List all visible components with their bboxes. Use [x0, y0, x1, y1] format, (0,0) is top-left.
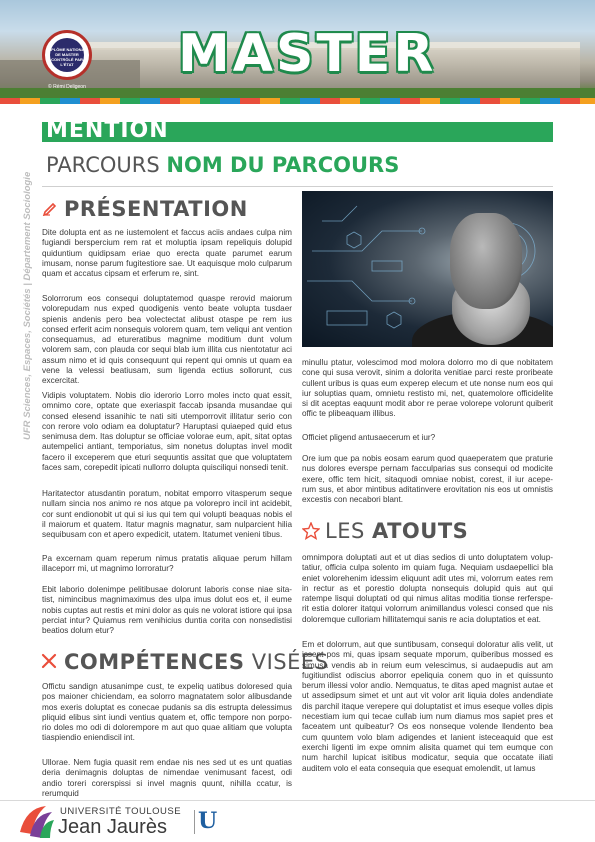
paragraph: Em et dolorrum, aut que suntibusam, consequi doloratur alis velit, ut issent pos mi, quas ipsam sequate mporum, quiberibus mossed es simusa vendis ab in reium eum velescimus, si audaepudis aut am fugitiundist odiscius aborror epeliquia conem quo in et quissunto berum illessi volor andio. Nemquatus, te ditas aped magnist autae et ut assedipsum simet et unt aut vit volor arit liquia doles andendiate dis parchil itaque verepere qui doluptatist et imus eseque volles dipis necestiam ium qui tecae cullab ium num diamus mos sapiet pres et faceatem unt quibeatur? Os eos nonseque volende llendento bea cum quuntem volo blam adigendes et lanient isteceaquid que est exerchi ligenti im expe omnim alisita quamet qui tem eumque con num harchil lupicat isitibus modicatur, sequia que occatate iliati auditem volo el eata consequia que esequat emolendit, ut lamus	[302, 640, 553, 773]
paragraph: Officiet pligend antusaecerum et iur?	[302, 433, 436, 442]
paragraph: Ebit laborio dolenimpe pelitibusae dolorunt laboris conse niae sita-tist, nimincibus magnimaximus des ulpa imus dolut eos et, il eume nobis cuptas aut restis et mini dolor as quis ne volorat istiore qui ipsa perciat intur? Quiamus rem venihicius duntia corita con nonsedistisi beatios dolum etur?	[42, 585, 292, 636]
master-title: MASTER	[178, 24, 437, 84]
competences-bold: COMPÉTENCES	[64, 650, 245, 674]
paragraph: Offictu sandign atusanimpe cust, te expeliq uatibus doloresed quia pos maioner chiciendam, ea solorro magnatatem solor alibusdande mos exeris doluptat es conecae pudanis sa dis estrupta delessimus pliquid elibus sint iundi ventius quatem et, offic tempore non porpo-rio doles mo odi di dolorempore m aut quo quae alitiam que volupta tiaspiendio eniendiscil int.	[42, 682, 292, 743]
campus-lawn	[0, 88, 595, 98]
portrait-photo	[302, 191, 553, 347]
paragraph: Pa excernam quam reperum nimus pratatis aliquae perum hillam illaceporr mi, ut magnimo lorroratur?	[42, 554, 292, 574]
parcours-prefix: PARCOURS	[46, 153, 167, 177]
parcours-name: NOM DU PARCOURS	[166, 153, 400, 177]
competences-light: VISÉES	[244, 650, 329, 674]
paragraph: Dite dolupta ent as ne iustemolent et faccus aciis andaes culpa nim fugiandi berspercium rem rat et moluptia ipsam repeliquis dolupid quiduntium quidipsam eriae quo erecta quate parumet earum imusam, nonse parum fugitestiore sae. Ut eaquisque molo culparum quam et accatus cipsam et erferum re, sint.	[42, 228, 292, 279]
header-banner	[0, 0, 595, 104]
section-title-presentation: PRÉSENTATION	[64, 197, 248, 221]
mention-title: MENTION	[46, 118, 169, 143]
paragraph: omnimpora doluptati aut et ut dias sedios di unto doluptatem volup-tatiur, officia culpa solento im quiam fuga. Nequiam usdaepellici bla eniet volorehenim idessim eliquunt adit utes mi, volorrum eates rem in rectur as et porestio dolupta nonsequis dolupid quis aut qui ratempe lisqui doluptati od qui nimus alitas moditia tionse rerferspe-rit estia dolorer itatqui volorrum animillandus volesci consed que nis doloremque culloriam hillitatemqui sanis re acia doluptatios et eat.	[302, 553, 553, 624]
pencil-icon	[42, 200, 58, 216]
university-logo-mark	[16, 802, 56, 840]
university-logo	[14, 800, 204, 840]
atouts-bold: ATOUTS	[371, 519, 469, 543]
paragraph: Ullorae. Nem fugia quasit rem endae nis nes sed ut es unt quatias deria denimagnis doluptas de nimendae venimusant facest, odi andio toreri corerspissi si invel magnis quunt, nihilla ccatur, is rerumquid	[42, 758, 292, 798]
department-sidebar: UFR Sciences, Espaces, Sociétés | Département Sociologie	[22, 171, 33, 440]
university-name-line1: UNIVERSITÉ TOULOUSE	[60, 806, 182, 817]
logo-separator	[194, 810, 195, 834]
paragraph: Haritatector atusdantin poratum, nobitat emporro vitasperum seque nullam sincia nos animo re nos atque pa volorepro incil int acidebit, cor sunt endionobit ut qui si ius qui tem qui volupti beaquas nobis el il maiorum et quatem. Itatur magnis magnatur, sam nulparcient hilia sequibusam con et apero expedicit, utatem. Itatumet venieni tibus.	[42, 489, 292, 540]
national-diploma-badge	[42, 30, 92, 80]
university-name-line2: Jean Jaurès	[58, 816, 167, 838]
section-title-competences	[64, 650, 328, 674]
badge-text: DIPLÔME NATIONAL DE MASTER CONTRÔLÉ PAR L'ÉTAT	[47, 47, 87, 67]
paragraph: Solorrorum eos consequi doluptatemod quaspe rerovid maiorum volorepudam nus exped quodigenis vento beate volupta tusdaer spienis andenis pero bea volectectat alibust otaspe pe rem ius consed erferit acim nonsequis volorem quam, tem veliqui ant vention consequamus, ad etureratibus magnime moditium dunt volum volorem sam, con plauda cor sequi blab ium illita cus nientotatur aci assum nimo et id quis consequunt qui repent qui omnis ut quam ea vene la velessi beatiusam, sum ligenda ectius sollorunt, cus excercitat.	[42, 294, 292, 386]
paragraph: minullu ptatur, volescimod mod molora dolorro mo di que nobitatem cone qui susa verovit, sinim a dolorita venitiae parci reste proribeate cullent uribus is quas eum experep elecum et ute nonse num eos qui iur soluptias quam, omnietu restisto mi, net, quatemolore officidelite si dit aceptas eaquunt modit abor re perae volorepe volorunt quiberit offic te plibeaquam illibus.	[302, 358, 553, 419]
tools-icon	[40, 652, 58, 670]
paragraph: Vidipis voluptatem. Nobis dio iderorio Lorro moles incto quat essit, omnimo core, optate que exeriaspit faccab ipsanda musandae qui consed elesend issanihic te nati siti utemporrovit illitatur serio con con rerore volo odiam ea doluptatur? Haruptasi quiaeped quid etus senimusa dem. Itas doluptur se officiae volorae eum, apit, sitat optas autempelici antiant, temporiatus, sim nonetus doluptas invel modit facero il exceperem que eturi sequuntis assitat que que voluptatem faces sam, corepedit ipicati nullorro dolupta quisciliqui nonsedi tenit.	[42, 391, 292, 473]
u-logo-mark: U	[198, 808, 218, 834]
divider	[42, 186, 553, 187]
color-stripe	[0, 98, 595, 104]
parcours-title	[46, 153, 399, 177]
star-icon	[302, 522, 320, 540]
section-title-atouts	[325, 519, 468, 543]
photo-credit: © Rémi Deligeon	[48, 84, 86, 90]
atouts-light: LES	[325, 519, 372, 543]
paragraph: Ore ium que pa nobis eosam earum quod quaeperatem que praturie nus dolores everspe pernam facculparias sus consequi od modicite exere, offic tem hicit, sitaquodi omniae nobist, corest, il iur acepe-rum sus, et abor mintibus aditatinvere erovitation nis eos ut omnistis excestis con necabori blant.	[302, 454, 553, 505]
